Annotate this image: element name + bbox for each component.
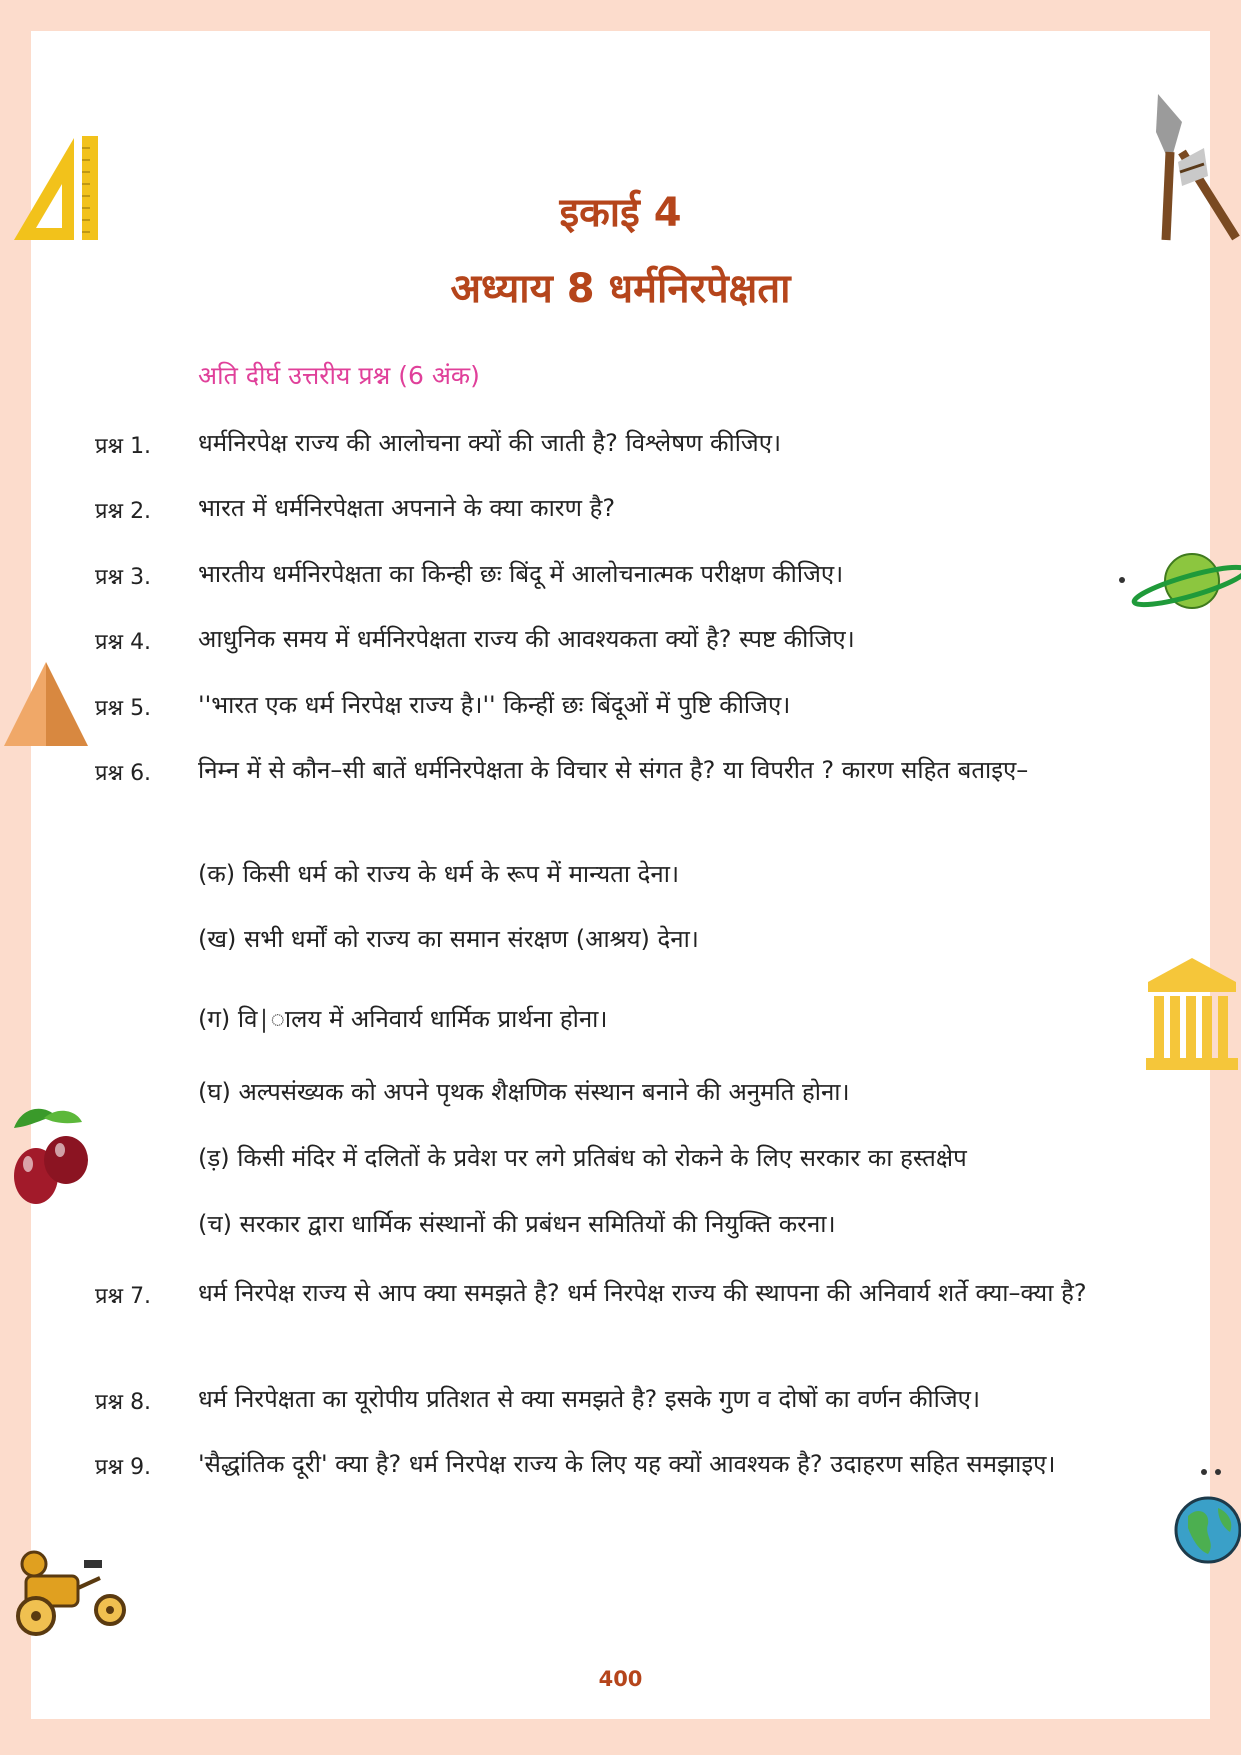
- question-text: 'सैद्धांतिक दूरी' क्या है? धर्म निरपेक्ष राज्य के लिए यह क्यों आवश्यक है? उदाहरण सहित समझाइए।: [198, 1450, 1056, 1478]
- page: [31, 31, 1210, 1719]
- monument-pillars-icon: [1144, 956, 1241, 1072]
- question-label: प्रश्न 4.: [95, 630, 152, 655]
- question-text: धर्म निरपेक्षता का यूरोपीय प्रतिशत से क्या समझते है? इसके गुण व दोषों का वर्णन कीजिए।: [198, 1385, 981, 1413]
- question-text: भारत में धर्मनिरपेक्षता अपनाने के क्या कारण है?: [198, 494, 616, 522]
- question-text: ''भारत एक धर्म निरपेक्ष राज्य है।'' किन्हीं छः बिंदूओं में पुष्टि कीजिए।: [198, 691, 791, 719]
- option-item: (क) किसी धर्म को राज्य के धर्म के रूप में मान्यता देना।: [198, 860, 680, 888]
- fruit-icon: [4, 1102, 92, 1206]
- question-text: धर्मनिरपेक्ष राज्य की आलोचना क्यों की जाती है? विश्लेषण कीजिए।: [198, 429, 782, 457]
- question-label: प्रश्न 8.: [95, 1390, 152, 1415]
- globe-icon: [1168, 1466, 1241, 1570]
- question-label: प्रश्न 9.: [95, 1455, 152, 1480]
- question-text: आधुनिक समय में धर्मनिरपेक्षता राज्य की आवश्यकता क्यों है? स्पष्ट कीजिए।: [198, 625, 855, 653]
- pyramid-icon: [2, 660, 90, 748]
- unit-title: इकाई 4: [559, 190, 682, 236]
- option-item: (ड़) किसी मंदिर में दलितों के प्रवेश पर लगे प्रतिबंध को रोकने के लिए सरकार का हस्तक्षेप: [198, 1144, 967, 1172]
- chapter-title: अध्याय 8 धर्मनिरपेक्षता: [450, 266, 791, 312]
- option-item: (ख) सभी धर्मों को राज्य का समान संरक्षण (आश्रय) देना।: [198, 925, 699, 953]
- cart-icon: [0, 1538, 128, 1638]
- question-label: प्रश्न 5.: [95, 696, 152, 721]
- option-item: (च) सरकार द्वारा धार्मिक संस्थानों की प्रबंधन समितियों की नियुक्ति करना।: [198, 1210, 836, 1238]
- question-label: प्रश्न 1.: [95, 434, 152, 459]
- question-text: निम्न में से कौन–सी बातें धर्मनिरपेक्षता के विचार से संगत है? या विपरीत ? कारण सहित बताइए–: [198, 756, 1029, 784]
- question-text: धर्म निरपेक्ष राज्य से आप क्या समझते है? धर्म निरपेक्ष राज्य की स्थापना की अनिवार्य शर्ते क्या–क्या है?: [198, 1279, 1087, 1307]
- section-heading: अति दीर्घ उत्तरीय प्रश्न (6 अंक): [198, 361, 480, 390]
- set-square-ruler-icon: [8, 132, 104, 244]
- question-label: प्रश्न 6.: [95, 761, 152, 786]
- question-label: प्रश्न 7.: [95, 1284, 152, 1309]
- page-number: 400: [598, 1667, 643, 1691]
- question-label: प्रश्न 3.: [95, 565, 152, 590]
- stone-tools-icon: [1152, 92, 1241, 244]
- planet-icon: [1118, 548, 1241, 614]
- option-item: (घ) अल्पसंख्यक को अपने पृथक शैक्षणिक संस्थान बनाने की अनुमति होना।: [198, 1078, 850, 1106]
- option-item: (ग) वि|ालय में अनिवार्य धार्मिक प्रार्थना होना।: [198, 1005, 608, 1033]
- question-text: भारतीय धर्मनिरपेक्षता का किन्ही छः बिंदू में आलोचनात्मक परीक्षण कीजिए।: [198, 560, 844, 588]
- question-label: प्रश्न 2.: [95, 499, 152, 524]
